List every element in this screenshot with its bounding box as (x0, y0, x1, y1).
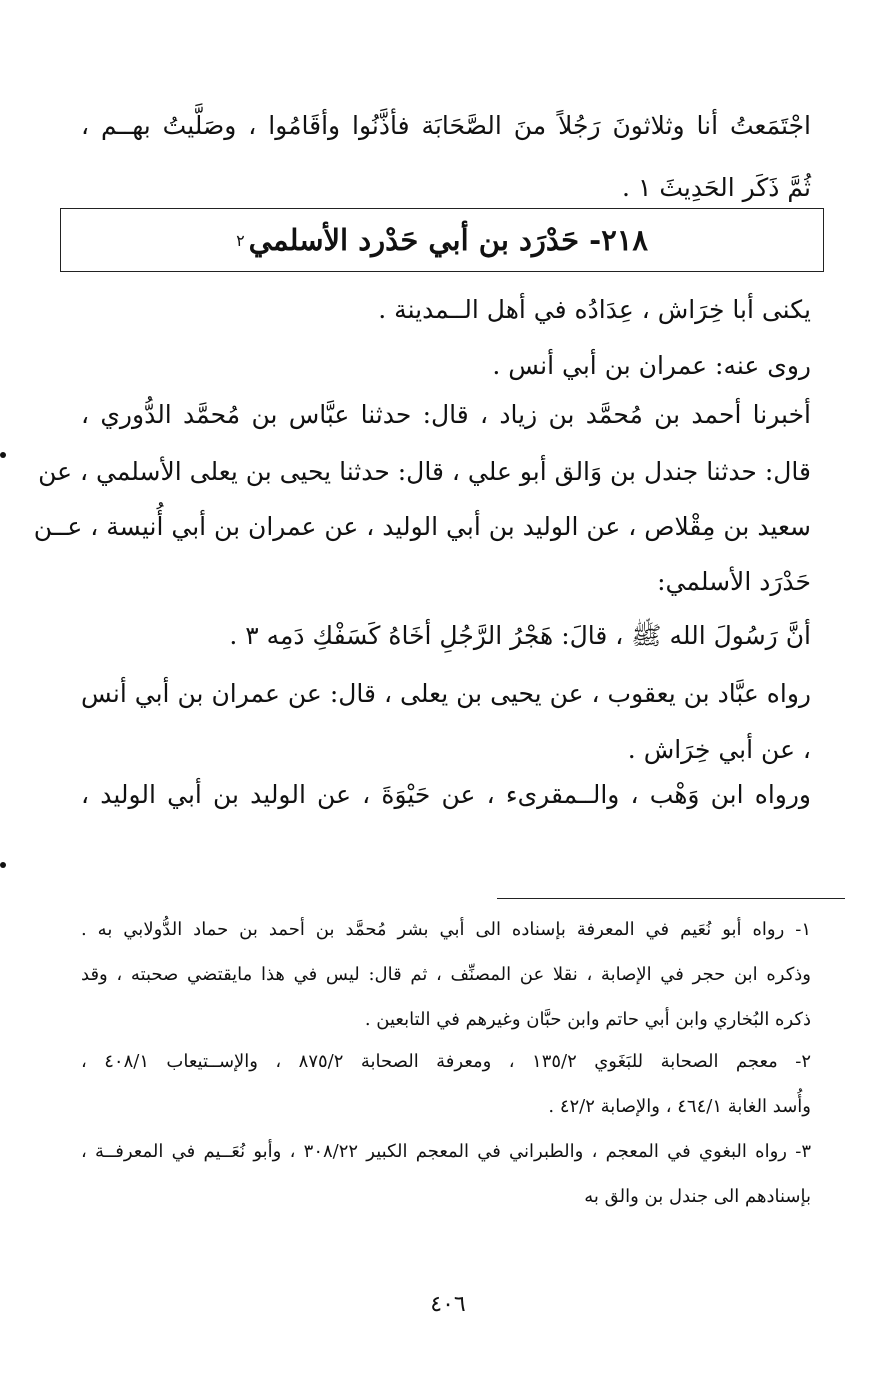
footnote-3-line-1: ٣- رواه البغوي في المعجم ، والطبراني في المعجم الكبير ٣٠٨/٢٢ ، وأبو نُعَــيم في المعرفــة ، (81, 1141, 811, 1162)
entry-line-5: سعيد بن مِقْلاص ، عن الوليد بن أبي الوليد ، عن عمران بن أبي أُنيسة ، عــن (33, 512, 811, 541)
page-number: ٤٠٦ (430, 1292, 466, 1317)
entry-heading-box (60, 208, 824, 272)
scan-edge-mark (0, 862, 6, 868)
entry-heading: ٢١٨- حَدْرَد بن أبي حَدْرد الأسلمي (248, 223, 648, 257)
entry-line-7: أنَّ رَسُولَ الله ﷺ ، قالَ: هَجْرُ الرَّجُلِ أخَاهُ كَسَفْكِ دَمِه ٣ . (229, 621, 811, 650)
entry-line-1: يكنى أبا خِرَاش ، عِدَادُه في أهل الــمدينة . (378, 295, 811, 324)
entry-line-10: ورواه ابن وَهْب ، والــمقرىء ، عن حَيْوَةَ ، عن الوليد بن أبي الوليد ، (81, 780, 811, 809)
footnote-3-line-2: بإسنادهم الى جندل بن والق به (584, 1186, 811, 1207)
entry-line-4: قال: حدثنا جندل بن وَالق أبو علي ، قال: حدثنا يحيى بن يعلى الأسلمي ، عن (38, 457, 811, 486)
entry-line-3: أخبرنا أحمد بن مُحمَّد بن زياد ، قال: حدثنا عبَّاس بن مُحمَّد الدُّوري ، (81, 400, 811, 429)
entry-line-2: روى عنه: عمران بن أبي أنس . (492, 351, 811, 380)
footnote-2-line-1: ٢- معجم الصحابة للبَغَوي ١٣٥/٢ ، ومعرفة الصحابة ٨٧٥/٢ ، والإســتيعاب ٤٠٨/١ ، (81, 1051, 811, 1072)
entry-heading-note: ٢ (236, 230, 245, 250)
footnote-separator (497, 898, 845, 899)
entry-line-9: ، عن أبي خِرَاش . (627, 735, 811, 764)
body-line-2: ثُمَّ ذَكَر الحَدِيثَ ١ . (622, 173, 811, 202)
footnote-2-line-2: وأُسد الغابة ٤٦٤/١ ، والإصابة ٤٢/٢ . (548, 1096, 811, 1117)
entry-line-6: حَدْرَد الأسلمي: (657, 567, 811, 596)
footnote-1-line-2: وذكره ابن حجر في الإصابة ، نقلا عن المصنِّف ، ثم قال: ليس في هذا مايقتضي صحبته ، وقد (81, 964, 811, 985)
body-line-1: اجْتَمَعتُ أنا وثلاثونَ رَجُلاً منَ الصَّحَابَة فأذَّنُوا وأقَامُوا ، وصَلَّيتُ بهــم ، (81, 111, 811, 140)
scan-edge-mark (0, 452, 6, 458)
footnote-1-line-3: ذكره البُخاري وابن أبي حاتم وابن حبَّان وغيرهم في التابعين . (364, 1009, 811, 1030)
footnote-1-line-1: ١- رواه أبو نُعَيم في المعرفة بإسناده الى أبي بشر مُحمَّد بن أحمد بن حماد الدُّولابي به . (81, 919, 811, 940)
entry-line-8: رواه عبَّاد بن يعقوب ، عن يحيى بن يعلى ، قال: عن عمران بن أبي أنس (81, 679, 811, 708)
